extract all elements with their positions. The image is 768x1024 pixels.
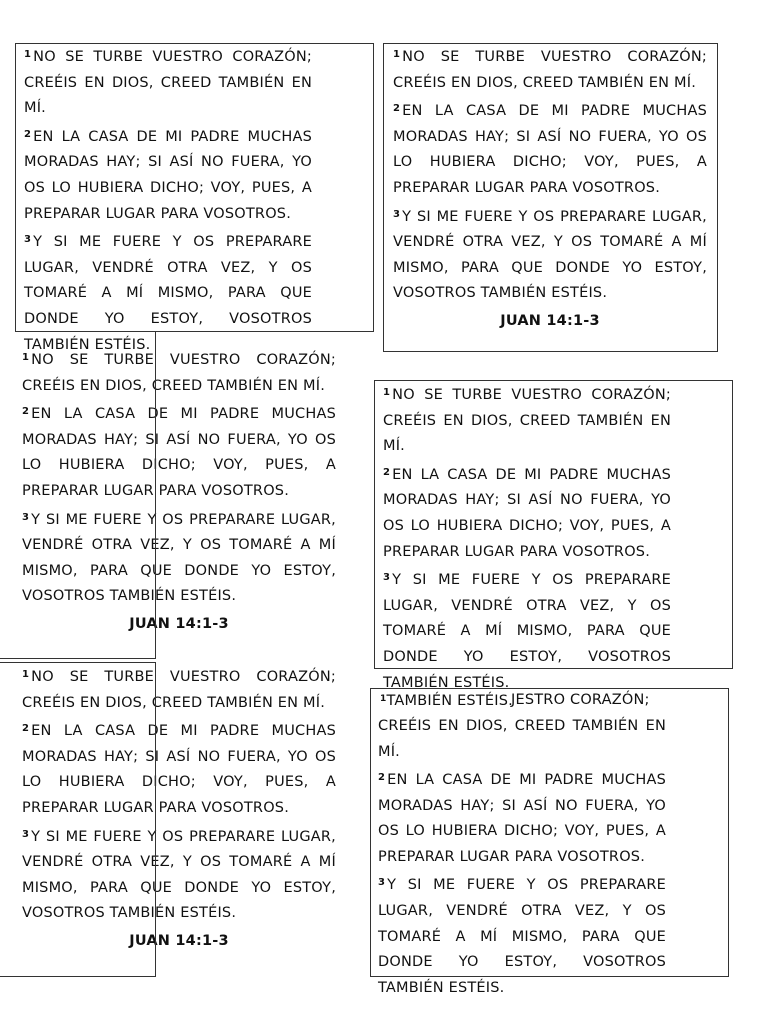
divider-line [155, 663, 156, 976]
verse-reference: JUAN 14:1-3 [129, 932, 229, 949]
divider-line [0, 658, 156, 659]
verse-1: $^1$ NO SE TURBE VUESTRO CORAZÓN; CREÉIS EN DIOS, CREED TAMBIÉN EN MÍ. [22, 669, 336, 711]
verse-1-number: 1 [383, 387, 391, 398]
divider-line [155, 332, 156, 658]
overflow-fragment: JESTRO CORAZÓN; [511, 692, 650, 708]
verse-1-number: 1 [22, 352, 30, 363]
verse-1-number: 1 [22, 669, 30, 680]
verse-2-number: 2 [24, 128, 32, 140]
verse-2-number: 2 [22, 406, 30, 418]
divider-line [0, 662, 156, 663]
verse-2: $^2$ EN LA CASA DE MI PADRE MUCHAS MORADAS HAY; SI ASÍ NO FUERA, YO OS LO HUBIERA DICHO; VOY, PUES, A PREPARAR LUGAR PARA VOSOTROS. [22, 406, 336, 499]
verse-1: $^1$ NO SE TURBE VUESTRO CORAZÓN; CREÉIS EN DIOS, CREED TAMBIÉN EN MÍ. [24, 49, 312, 117]
verse-3: $^3$ Y SI ME FUERE Y OS PREPARARE LUGAR, VENDRÉ OTRA VEZ, Y OS TOMARÉ A MÍ MISMO, PARA QUE DONDE YO ESTOY, VOSOTROS TAMBIÉN ESTÉIS. [393, 208, 707, 302]
overflow-fragment: $^1$TAMBIÉN ESTÉIS. [380, 693, 513, 709]
verse-reference: JUAN 14:1-3 [500, 312, 600, 329]
verse-3-number: 3 [383, 572, 391, 584]
verse-2: $^2$ EN LA CASA DE MI PADRE MUCHAS MORADAS HAY; SI ASÍ NO FUERA, YO OS LO HUBIERA DICHO; VOY, PUES, A PREPARAR LUGAR PARA VOSOTROS. [24, 128, 312, 222]
verse-1: $^1$ NO SE TURBE VUESTRO CORAZÓN; CREÉIS EN DIOS, CREED TAMBIÉN EN MÍ. [383, 387, 671, 455]
verse-3: $^3$ Y SI ME FUERE Y OS PREPARARE LUGAR, VENDRÉ OTRA VEZ, Y OS TOMARÉ A MÍ MISMO, PARA QUE DONDE YO ESTOY, VOSOTROS TAMBIÉN ESTÉIS. [383, 572, 671, 691]
verse-3-number: 3 [393, 208, 401, 220]
verse-1-number: 1 [24, 49, 32, 60]
verse-card-top-right [393, 42, 707, 335]
verse-2: $^2$ EN LA CASA DE MI PADRE MUCHAS MORADAS HAY; SI ASÍ NO FUERA, YO OS LO HUBIERA DICHO; VOY, PUES, A PREPARAR LUGAR PARA VOSOTROS. [378, 772, 666, 865]
verse-3-number: 3 [22, 828, 30, 840]
verse-card-top-left [24, 42, 312, 353]
verse-2: $^2$ EN LA CASA DE MI PADRE MUCHAS MORADAS HAY; SI ASÍ NO FUERA, YO OS LO HUBIERA DICHO; VOY, PUES, A PREPARAR LUGAR PARA VOSOTROS. [393, 103, 707, 196]
verse-1: $^1$ NO SE TURBE VUESTRO CORAZÓN; CREÉIS EN DIOS, CREED TAMBIÉN EN MÍ. [22, 352, 336, 394]
verse-3-number: 3 [24, 234, 32, 246]
verse-3-number: 3 [22, 511, 30, 523]
verse-card-middle-right [383, 380, 671, 691]
verse-card-bottom-left [22, 662, 336, 955]
verse-3: $^3$ Y SI ME FUERE Y OS PREPARARE LUGAR, VENDRÉ OTRA VEZ, Y OS TOMARÉ A MÍ MISMO, PARA QUE DONDE YO ESTOY, VOSOTROS TAMBIÉN ESTÉIS. [24, 234, 312, 353]
verse-3: $^3$ Y SI ME FUERE Y OS PREPARARE LUGAR, VENDRÉ OTRA VEZ, Y OS TOMARÉ A MÍ MISMO, PARA QUE DONDE YO ESTOY, VOSOTROS TAMBIÉN ESTÉIS. [22, 511, 336, 605]
verse-3: $^3$ Y SI ME FUERE Y OS PREPARARE LUGAR, VENDRÉ OTRA VEZ, Y OS TOMARÉ A MÍ MISMO, PARA QUE DONDE YO ESTOY, VOSOTROS TAMBIÉN ESTÉIS. [22, 828, 336, 922]
verse-3-number: 3 [378, 877, 386, 889]
verse-2-number: 2 [393, 103, 401, 115]
verse-card-bottom-right [378, 765, 666, 1001]
verse-1-number: 1 [393, 49, 401, 60]
verse-2-number: 2 [383, 466, 391, 478]
verse-reference: JUAN 14:1-3 [129, 615, 229, 632]
verse-1: $^1$ NO SE TURBE VUESTRO CORAZÓN; CREÉIS EN DIOS, CREED TAMBIÉN EN MÍ. [393, 49, 707, 91]
verse-card-bottom-right-lines [378, 714, 666, 765]
verse-2-number: 2 [378, 772, 386, 783]
divider-line [0, 976, 156, 977]
verse-2-number: 2 [22, 723, 30, 735]
verse-2: $^2$ EN LA CASA DE MI PADRE MUCHAS MORADAS HAY; SI ASÍ NO FUERA, YO OS LO HUBIERA DICHO; VOY, PUES, A PREPARAR LUGAR PARA VOSOTROS. [22, 723, 336, 816]
verse-card-middle-left [22, 345, 336, 638]
verse-1-tail: CREÉIS EN DIOS, CREED TAMBIÉN EN MÍ. [378, 718, 666, 760]
verse-2: $^2$ EN LA CASA DE MI PADRE MUCHAS MORADAS HAY; SI ASÍ NO FUERA, YO OS LO HUBIERA DICHO; VOY, PUES, A PREPARAR LUGAR PARA VOSOTROS. [383, 466, 671, 560]
verse-3: $^3$ Y SI ME FUERE Y OS PREPARARE LUGAR, VENDRÉ OTRA VEZ, Y OS TOMARÉ A MÍ MISMO, PARA QUE DONDE YO ESTOY, VOSOTROS TAMBIÉN ESTÉIS. [378, 877, 666, 996]
